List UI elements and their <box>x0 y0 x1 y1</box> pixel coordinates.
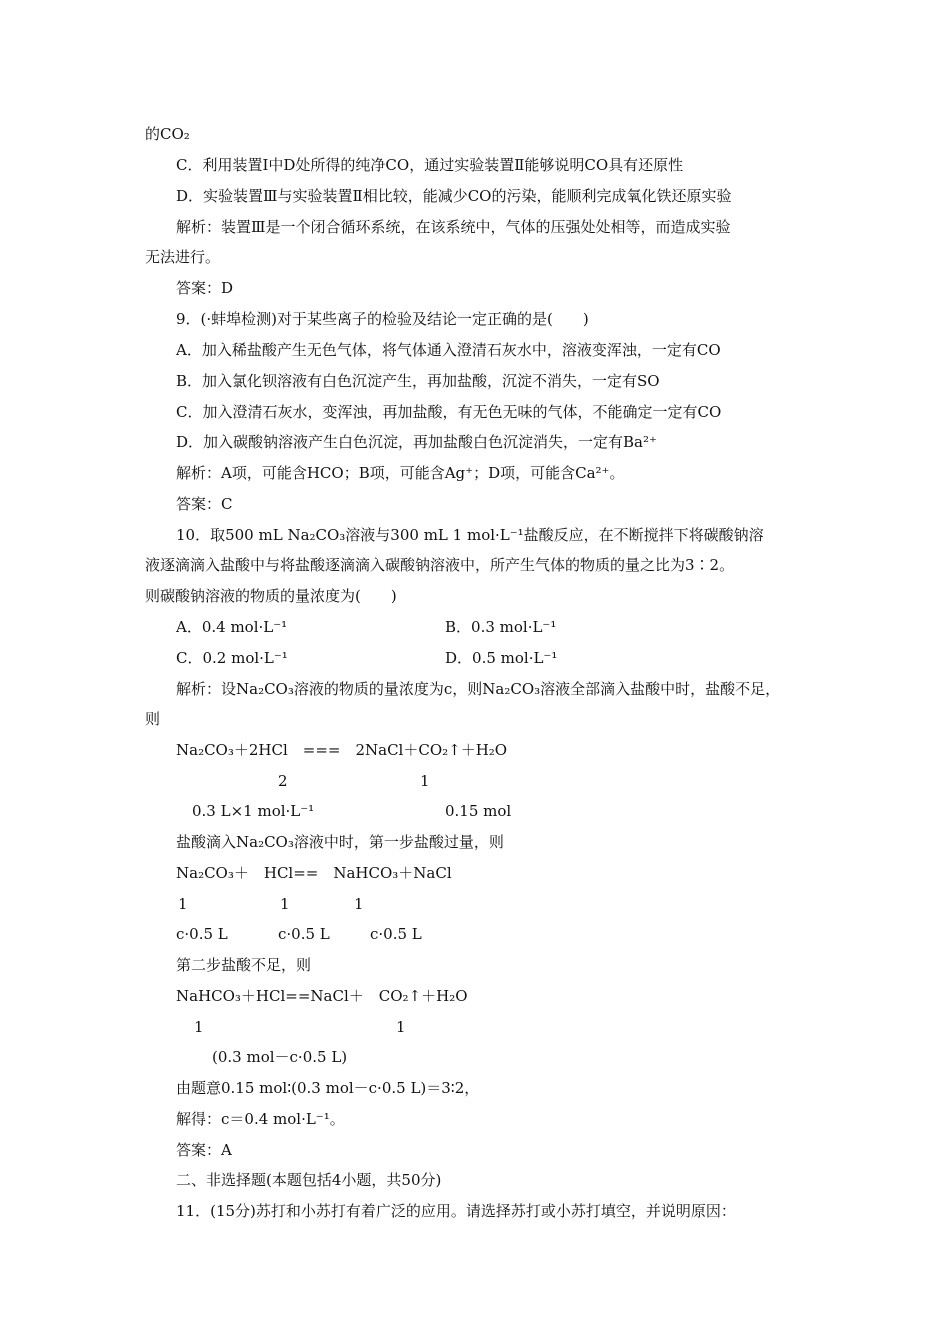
equation-coef: 1 <box>396 1018 406 1036</box>
analysis-line: 解得：c＝0.4 mol·L⁻¹。 <box>176 1110 345 1128</box>
analysis-line: 则 <box>145 710 161 728</box>
question-10: 10．取500 mL Na₂CO₃溶液与300 mL 1 mol·L⁻¹盐酸反应，在不断搅拌下将碳酸钠溶 <box>176 526 764 544</box>
analysis-line: 无法进行。 <box>145 248 221 266</box>
equation-coef: 1 <box>194 1018 204 1036</box>
option-d: D．0.5 mol·L⁻¹ <box>445 649 558 667</box>
option-c: C．加入澄清石灰水，变浑浊，再加盐酸，有无色无味的气体，不能确定一定有CO <box>176 403 722 421</box>
equation-amount: (0.3 mol－c·0.5 L) <box>212 1048 348 1066</box>
equation-amount: c·0.5 L <box>278 925 330 943</box>
question-10-cont: 则碳酸钠溶液的物质的量浓度为( ) <box>145 587 397 605</box>
equation-amount: 0.3 L×1 mol·L⁻¹ <box>192 802 315 820</box>
question-9: 9．(·蚌埠检测)对于某些离子的检验及结论一定正确的是( ) <box>176 310 589 328</box>
question-10-cont: 液逐滴滴入盐酸中与将盐酸逐滴滴入碳酸钠溶液中，所产生气体的物质的量之比为3∶2。 <box>145 556 735 574</box>
analysis-line: 盐酸滴入Na₂CO₃溶液中时，第一步盐酸过量，则 <box>176 833 504 851</box>
analysis-line: 第二步盐酸不足，则 <box>176 956 312 974</box>
equation-coef: 2 <box>278 772 288 790</box>
question-11: 11．(15分)苏打和小苏打有着广泛的应用。请选择苏打或小苏打填空，并说明原因： <box>176 1202 736 1220</box>
option-c: C．利用装置Ⅰ中D处所得的纯净CO，通过实验装置Ⅱ能够说明CO具有还原性 <box>176 156 684 174</box>
analysis-line: 解析：设Na₂CO₃溶液的物质的量浓度为c，则Na₂CO₃溶液全部滴入盐酸中时，盐酸不足， <box>176 680 781 698</box>
equation-1: Na₂CO₃＋2HCl === 2NaCl＋CO₂↑＋H₂O <box>176 741 508 759</box>
equation-amount: c·0.5 L <box>176 925 228 943</box>
analysis-line: 解析：装置Ⅲ是一个闭合循环系统，在该系统中，气体的压强处处相等，而造成实验 <box>176 218 731 236</box>
option-c: C．0.2 mol·L⁻¹ <box>176 649 288 667</box>
text-line: 的CO₂ <box>145 125 190 143</box>
option-b: B．加入氯化钡溶液有白色沉淀产生，再加盐酸，沉淀不消失，一定有SO <box>176 372 660 390</box>
equation-2: Na₂CO₃＋ HCl== NaHCO₃＋NaCl <box>176 864 452 882</box>
answer-line: 答案：D <box>176 279 234 297</box>
option-d: D．实验装置Ⅲ与实验装置Ⅱ相比较，能减少CO的污染，能顺利完成氧化铁还原实验 <box>176 187 732 205</box>
answer-line: 答案：A <box>176 1141 232 1159</box>
equation-amount: c·0.5 L <box>370 925 422 943</box>
equation-coef: 1 <box>178 895 188 913</box>
answer-line: 答案：C <box>176 495 233 513</box>
option-a: A．加入稀盐酸产生无色气体，将气体通入澄清石灰水中，溶液变浑浊，一定有CO <box>176 341 721 359</box>
option-b: B．0.3 mol·L⁻¹ <box>445 618 557 636</box>
analysis-line: 由题意0.15 mol∶(0.3 mol－c·0.5 L)＝3∶2， <box>176 1079 480 1097</box>
equation-coef: 1 <box>420 772 430 790</box>
equation-amount: 0.15 mol <box>445 802 512 820</box>
equation-3: NaHCO₃＋HCl==NaCl＋ CO₂↑＋H₂O <box>176 987 468 1005</box>
option-a: A．0.4 mol·L⁻¹ <box>176 618 288 636</box>
equation-coef: 1 <box>280 895 290 913</box>
section-heading: 二、非选择题(本题包括4小题，共50分) <box>176 1171 442 1189</box>
analysis-line: 解析：A项，可能含HCO；B项，可能含Ag⁺；D项，可能含Ca²⁺。 <box>176 464 625 482</box>
option-d: D．加入碳酸钠溶液产生白色沉淀，再加盐酸白色沉淀消失，一定有Ba²⁺ <box>176 433 657 451</box>
equation-coef: 1 <box>354 895 364 913</box>
